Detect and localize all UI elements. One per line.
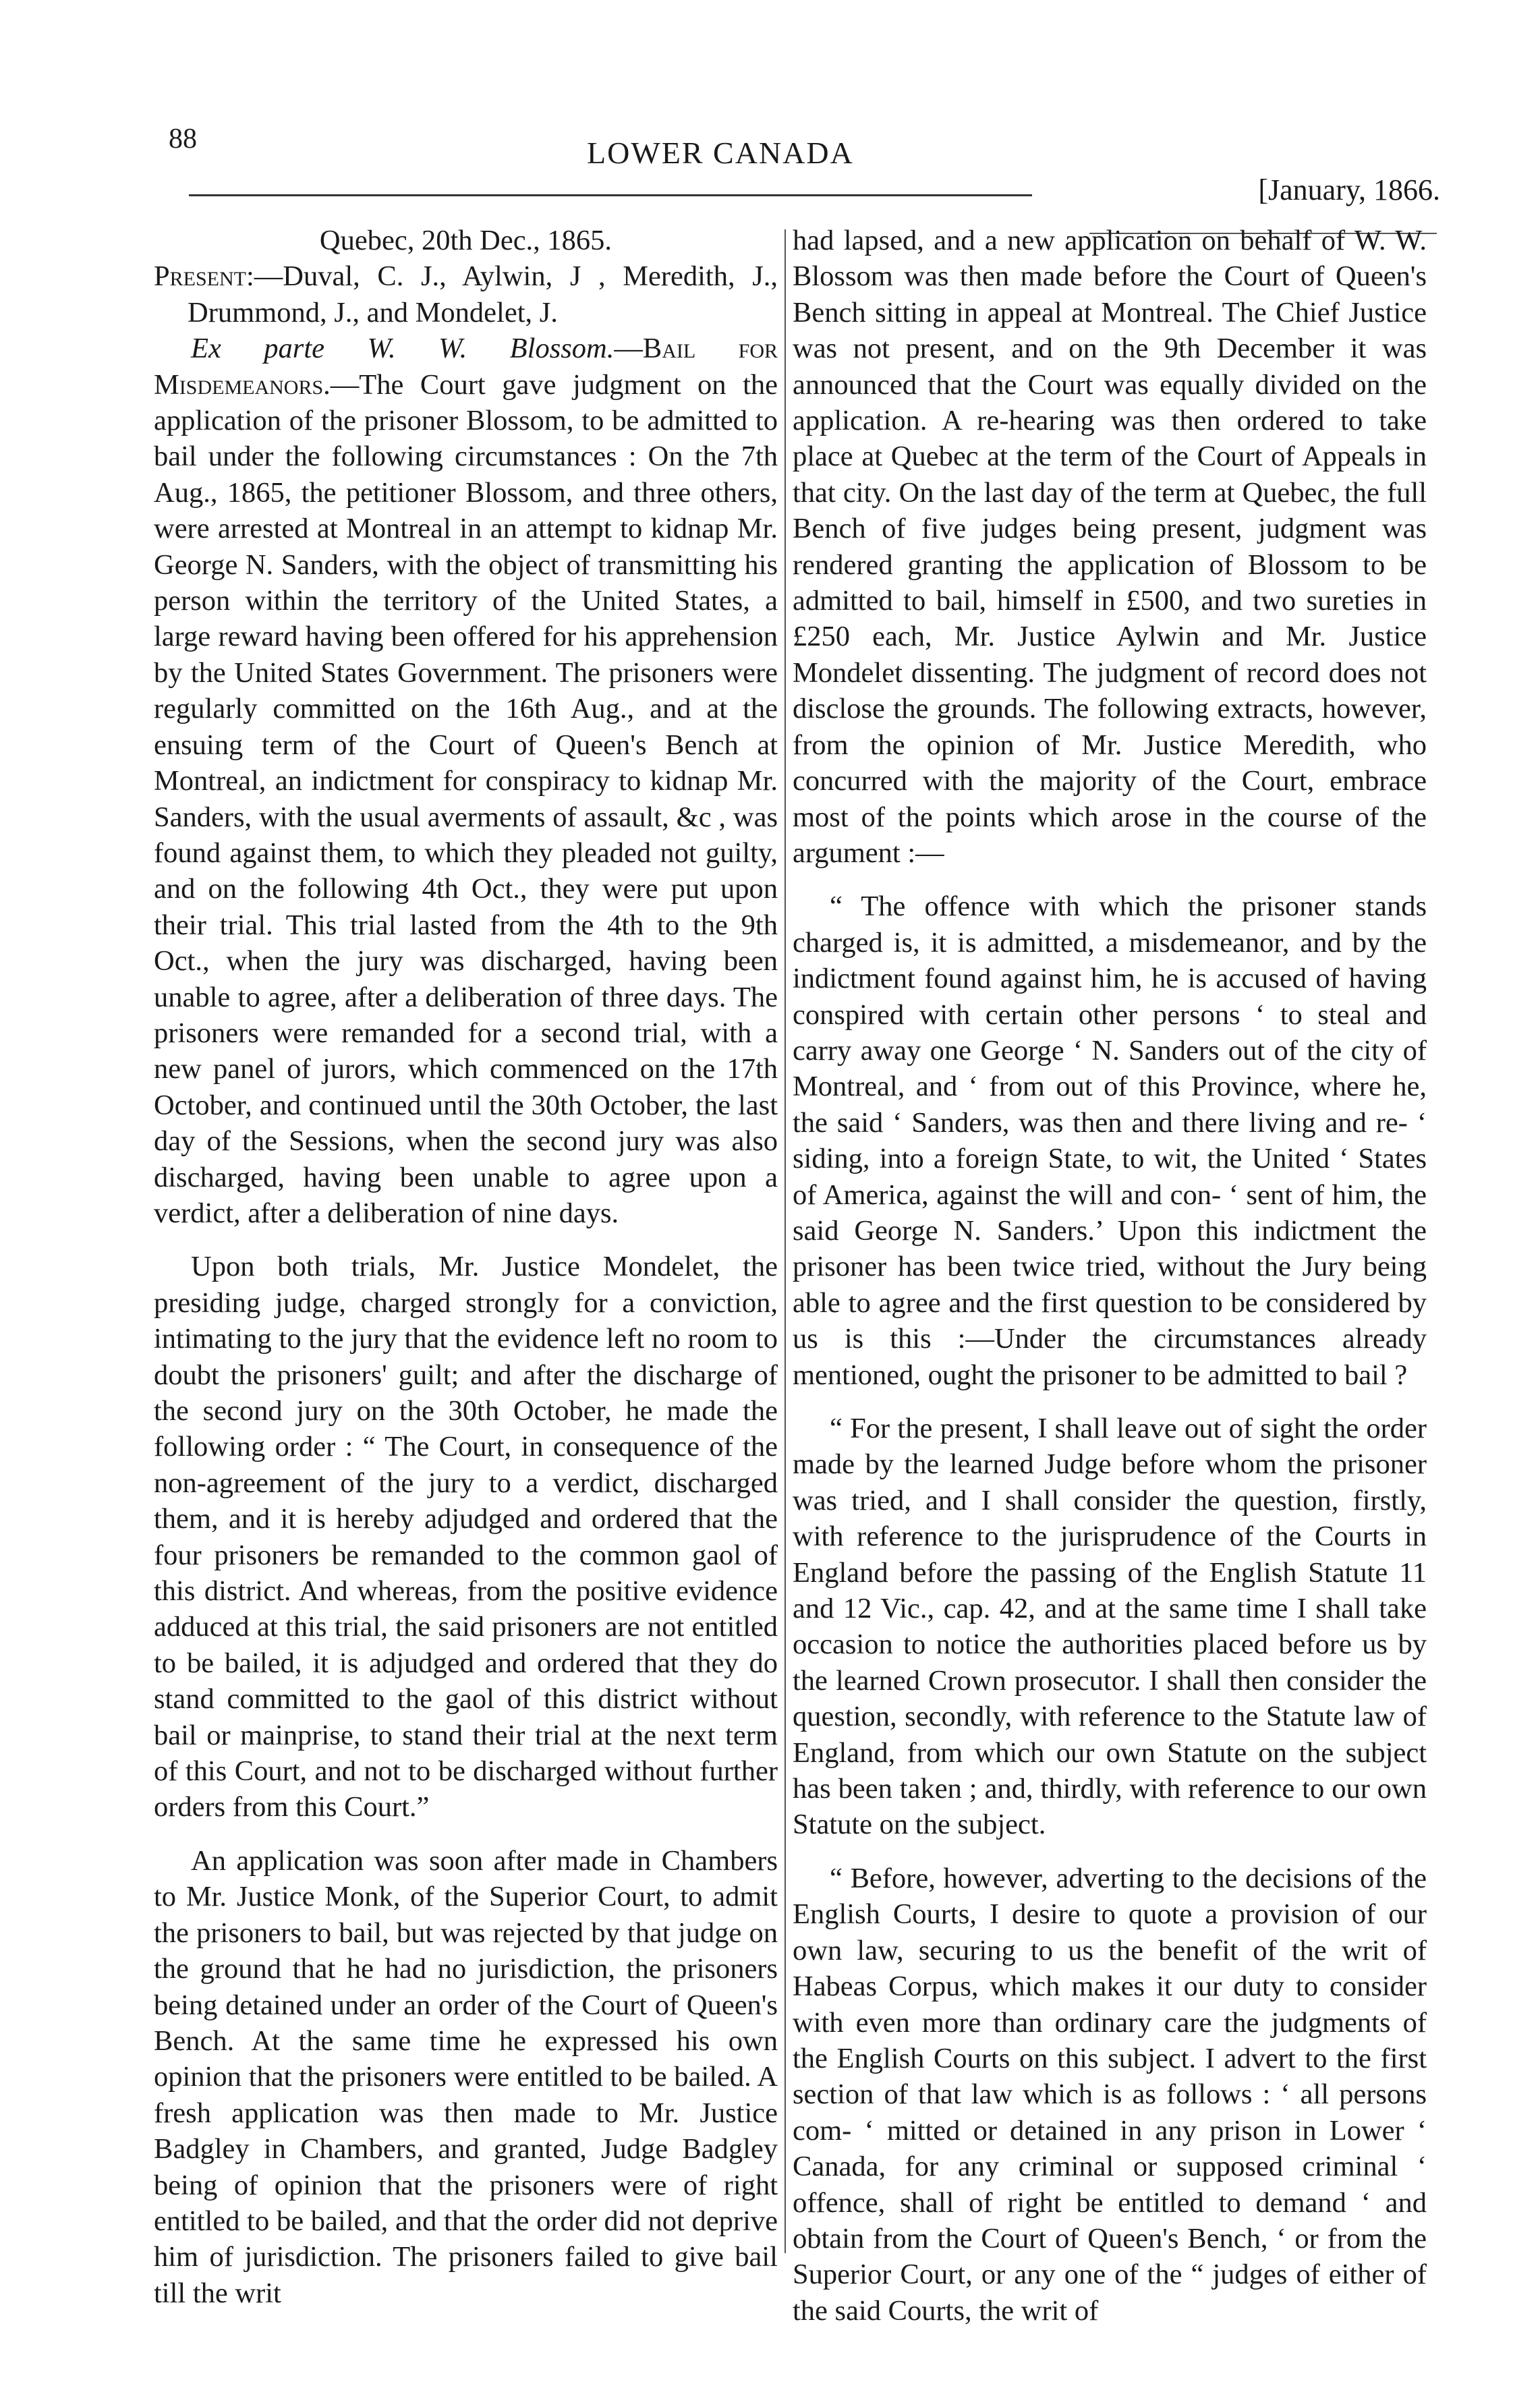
dateline: Quebec, 20th Dec., 1865.: [319, 225, 612, 256]
paragraph: Upon both trials, Mr. Justice Mondelet, the presiding judge, charged strongly for a conviction, intimating to the jury that the evidence left no room to doubt the prisoners' guilt; and after the discharge of the second jury on the 30th October, he made the following order : “ The Court, in consequence of the non-agreement of the jury to a verdict, discharged them, and it is hereby adjudged and ordered that the four prisoners be remanded to the common gaol of this district. And whereas, from the positive evidence adduced at this trial, the said prisoners are not entitled to be bailed, it is adjudged and ordered that they do stand committed to the gaol of this district without bail or mainprise, to stand their trial at the next term of this Court, and not to be discharged without further orders from this Court.”: [154, 1251, 778, 1823]
paragraph: “ Before, however, adverting to the decisions of the English Courts, I desire to quote a provision of our own law, securing to us the benefit of the writ of Habeas Corpus, which makes it our duty to consider with even more than ordinary care the judgments of the English Courts on this subject. I advert to the first section of that law which is as follows : ‘ all persons com- ‘ mitted or detained in any prison in Lower ‘ Canada, for any criminal or supposed criminal ‘ offence, shall of right be entitled to demand ‘ and obtain from the Court of Queen's Bench, ‘ or from the Superior Court, or any one of the “ judges of either of the said Courts, the writ of: [793, 1862, 1427, 2327]
column-divider: [785, 229, 786, 2253]
case-paragraph: [154, 331, 778, 1231]
bench-present: [154, 258, 778, 331]
headnote-label: —Bail for Misdemeanors.: [154, 333, 778, 401]
paragraph-text: —The Court gave judgment on the application of the prisoner Blossom, to be admitted to bail under the following circumstances : On the 7th Aug., 1865, the petitioner Blossom, and three others, were arrested at Montreal in an attempt to kidnap Mr. George N. Sanders, with the object of transmitting his person within the territory of the United States, a large reward having been offered for his apprehension by the United States Government. The prisoners were regularly committed on the 16th Aug., and at the ensuing term of the Court of Queen's Bench at Montreal, an indictment for conspiracy to kidnap Mr. Sanders, with the usual averments of assault, &c , was found against them, to which they pleaded not guilty, and on the following 4th Oct., they were put upon their trial. This trial lasted from the 4th to the 9th Oct., when the jury was discharged, having been unable to agree, after a deliberation of three days. The prisoners were remanded for a second trial, with a new panel of jurors, which commenced on the 17th October, and continued until the 30th October, the last day of the Sessions, when the second jury was also discharged, having been unable to agree upon a verdict, after a deliberation of nine days.: [154, 368, 778, 1229]
present-names: :—Duval, C. J., Aylwin, J , Meredith, J., Drummond, J., and Mondelet, J.: [188, 260, 778, 329]
header-rule: [189, 194, 1032, 196]
running-title: LOWER CANADA: [587, 136, 854, 170]
issue-date: [January, 1866.: [1258, 173, 1440, 206]
page-header: [169, 115, 1440, 209]
paragraph: had lapsed, and a new application on behalf of W. W. Blossom was then made before the Court of Queen's Bench sitting in appeal at Montreal. The Chief Justice was not present, and on the 9th December it was announced that the Court was equally divided on the application. A re-hearing was then ordered to take place at Quebec at the term of the Court of Appeals in that city. On the last day of the term at Quebec, the full Bench of five judges being present, judgment was rendered granting the application of Blossom to be admitted to bail, himself in £500, and two sureties in £250 each, Mr. Justice Aylwin and Mr. Justice Mondelet dissenting. The judgment of record does not disclose the grounds. The following extracts, however, from the opinion of Mr. Justice Meredith, who concurred with the majority of the Court, embrace most of the points which arose in the course of the argument :—: [793, 225, 1427, 869]
paragraph: “ The offence with which the prisoner stands charged is, it is admitted, a misdemeanor, and by the indictment found against him, he is accused of having conspired with certain other persons ‘ to steal and carry away one George ‘ N. Sanders out of the city of Montreal, and ‘ from out of this Province, where he, the said ‘ Sanders, was then and there living and re- ‘ siding, into a foreign State, to wit, the United ‘ States of America, against the will and con- ‘ sent of him, the said George N. Sanders.’ Upon this indictment the prisoner has been twice tried, without the Jury being able to agree and the first question to be considered by us is this :—Under the circumstances already mentioned, ought the prisoner to be admitted to bail ?: [793, 890, 1427, 1391]
left-column: [154, 223, 778, 2311]
page-number: 88: [169, 123, 197, 154]
paragraph: An application was soon after made in Chambers to Mr. Justice Monk, of the Superior Court, to admit the prisoners to bail, but was rejected by that judge on the ground that he had no jurisdiction, the prisoners being detained under an order of the Court of Queen's Bench. At the same time he expressed his own opinion that the prisoners were entitled to be bailed. A fresh application was then made to Mr. Justice Badgley in Chambers, and granted, Judge Badgley being of opinion that the prisoners were of right entitled to be bailed, and that the order did not deprive him of jurisdiction. The prisoners failed to give bail till the writ: [154, 1844, 778, 2309]
case-name: Ex parte W. W. Blossom.: [191, 333, 615, 365]
right-column: [793, 223, 1427, 2329]
present-label: Present: [154, 260, 246, 293]
paragraph: “ For the present, I shall leave out of sight the order made by the learned Judge before whom the prisoner was tried, and I shall consider the question, firstly, with reference to the jurisprudence of the Courts in England before the passing of the English Statute 11 and 12 Vic., cap. 42, and at the same time I shall take occasion to notice the authorities placed before us by the learned Crown prosecutor. I shall then consider the question, secondly, with reference to the Statute law of England, from which our own Statute on the subject has been taken ; and, thirdly, with reference to our own Statute on the subject.: [793, 1413, 1427, 1841]
